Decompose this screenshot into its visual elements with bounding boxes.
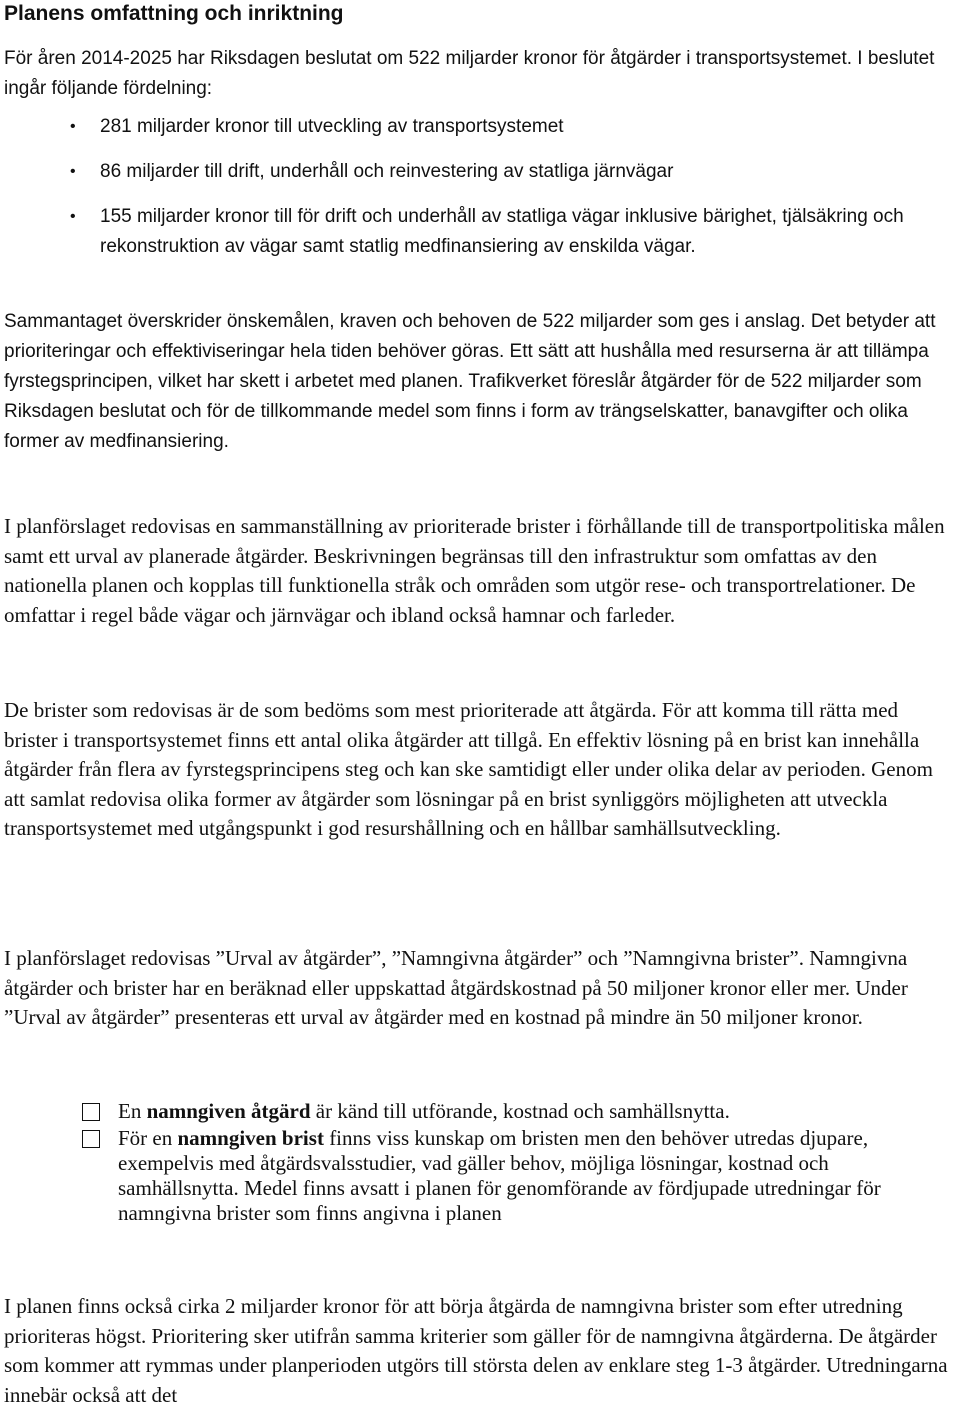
definition-pre: För en bbox=[118, 1126, 178, 1150]
checkbox-icon bbox=[82, 1130, 100, 1148]
bullet-icon: • bbox=[70, 208, 76, 225]
paragraph-brister: De brister som redovisas är de som bedöms som mest prioriterade att åtgärda. För att komma till rätta med brister i transportsystemet finns ett antal olika åtgärder att tillgå. En effektiv lösning på en brist kan innehålla åtgärder från flera av fyrstegsprincipens steg och kan ske samtidigt eller under olika delar av perioden. Genom att samlat redovisa olika former av åtgärder som lösningar på en brist synliggörs möjligheten att utveckla transportsystemet med utgångspunkt i god resurshållning och en hållbar samhällsutveckling. bbox=[4, 698, 933, 840]
definition-item-brist bbox=[0, 1126, 918, 1226]
definition-term: namngiven brist bbox=[177, 1126, 324, 1150]
definition-post: är känd till utförande, kostnad och samhällsnytta. bbox=[310, 1099, 730, 1123]
bullet-icon: • bbox=[70, 163, 76, 180]
allocation-list bbox=[0, 112, 960, 262]
definition-item-atgard bbox=[0, 1099, 918, 1124]
paragraph-urval: I planförslaget redovisas ”Urval av åtgärder”, ”Namngivna åtgärder” och ”Namngivna brister”. Namngivna åtgärder och brister har en beräknad eller uppskattad åtgärdskostnad på 50 miljoner kronor eller mer. Under ”Urval av åtgärder” presenteras ett urval av åtgärder med en kostnad på mindre än 50 miljoner kronor. bbox=[4, 946, 908, 1029]
checkbox-icon bbox=[82, 1103, 100, 1121]
list-item bbox=[0, 157, 950, 187]
section-heading: Planens omfattning och inriktning bbox=[4, 2, 344, 25]
intro-paragraph: För åren 2014-2025 har Riksdagen beslutat om 522 miljarder kronor för åtgärder i transportsystemet. I beslutet ingår följande fördelning: bbox=[4, 48, 935, 99]
definition-term: namngiven åtgärd bbox=[146, 1099, 311, 1123]
paragraph-sammantaget: Sammantaget överskrider önskemålen, kraven och behoven de 522 miljarder som ges i anslag. Det betyder att prioriteringar och effektiviseringar hela tiden behöver göras. Ett sätt att hushålla med resurserna är att tillämpa fyrstegsprincipen, vilket har skett i arbetet med planen. Trafikverket föreslår åtgärder för de 522 miljarder som Riksdagen beslutat och för de tillkommande medel som finns i form av trängselskatter, banavgifter och olika former av medfinansiering. bbox=[4, 311, 936, 452]
list-item-text: 281 miljarder kronor till utveckling av transportsystemet bbox=[100, 116, 564, 137]
list-item-text: 86 miljarder till drift, underhåll och reinvestering av statliga järnvägar bbox=[100, 161, 674, 182]
definition-post: finns viss kunskap om bristen men den behöver utredas djupare, exempelvis med åtgärdsvalsstudier, vad gäller behov, möjliga lösningar, kostnad och samhällsnytta. Medel finns avsatt i planen för genomförande av fördjupade utredningar för namngivna brister som finns angivna i planen bbox=[118, 1126, 881, 1225]
paragraph-planforslaget: I planförslaget redovisas en sammanställning av prioriterade brister i förhållande till de transportpolitiska målen samt ett urval av planerade åtgärder. Beskrivningen begränsas till den infrastruktur som omfattas av den nationella planen och kopplas till funktionella stråk och områden som utgör rese- och transportrelationer. De omfattar i regel både vägar och järnvägar och ibland också hamnar och farleder. bbox=[4, 514, 945, 627]
definition-pre: En bbox=[118, 1099, 147, 1123]
list-item-text: 155 miljarder kronor till för drift och underhåll av statliga vägar inklusive bärighet, tjälsäkring och rekonstruktion av vägar samt statlig medfinansiering av enskilda vägar. bbox=[100, 206, 904, 257]
list-item bbox=[0, 202, 950, 262]
paragraph-final: I planen finns också cirka 2 miljarder kronor för att börja åtgärda de namngivna brister som efter utredning prioriteras högst. Prioritering sker utifrån samma kriterier som gäller för de namngivna åtgärderna. De åtgärder som kommer att rymmas under planperioden utgörs till största delen av enklare steg 1-3 åtgärder. Utredningarna innebär också att det bbox=[4, 1294, 948, 1407]
definition-list bbox=[0, 1099, 960, 1228]
list-item bbox=[0, 112, 950, 142]
bullet-icon: • bbox=[70, 118, 76, 135]
